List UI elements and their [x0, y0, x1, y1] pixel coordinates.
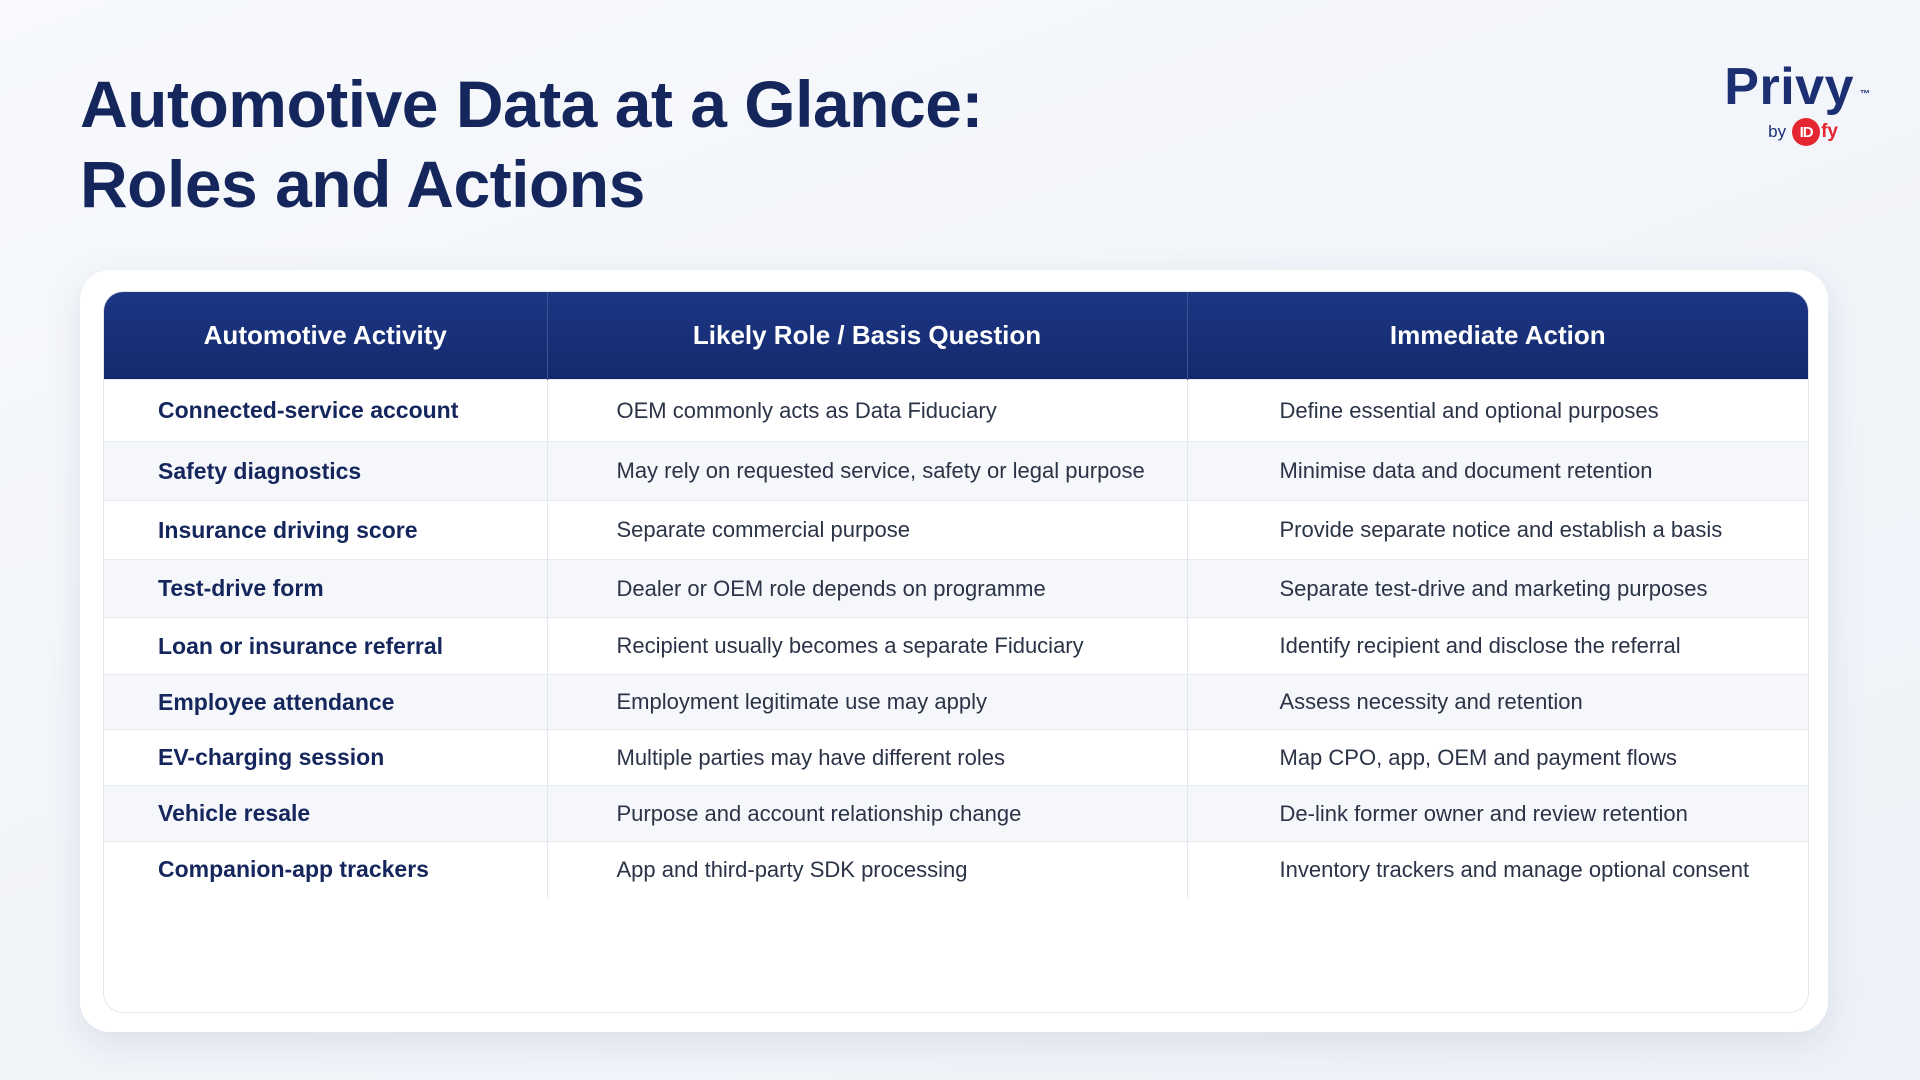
activity-cell: Safety diagnostics: [104, 442, 547, 501]
action-cell: Identify recipient and disclose the referral: [1187, 618, 1808, 675]
action-cell: Separate test-drive and marketing purposes: [1187, 560, 1808, 618]
table-row: [104, 730, 1808, 786]
roles-actions-table-container: [103, 291, 1809, 1013]
roles-actions-table: [104, 292, 1808, 898]
role-cell: App and third-party SDK processing: [547, 842, 1187, 898]
activity-cell: Insurance driving score: [104, 501, 547, 560]
table-body: [104, 380, 1808, 898]
role-cell: OEM commonly acts as Data Fiduciary: [547, 380, 1187, 442]
action-cell: Map CPO, app, OEM and payment flows: [1187, 730, 1808, 786]
role-cell: Dealer or OEM role depends on programme: [547, 560, 1187, 618]
column-header-activity: Automotive Activity: [104, 292, 547, 380]
role-cell: May rely on requested service, safety or legal purpose: [547, 442, 1187, 501]
table-row: [104, 380, 1808, 442]
logo-brand: Privy: [1724, 58, 1854, 116]
action-cell: Minimise data and document retention: [1187, 442, 1808, 501]
logo-wordmark: [1724, 58, 1870, 116]
activity-cell: EV-charging session: [104, 730, 547, 786]
table-row: [104, 842, 1808, 898]
idfy-mark-suffix: fy: [1821, 121, 1838, 142]
table-header: [104, 292, 1808, 380]
table-header-row: [104, 292, 1808, 380]
activity-cell: Connected-service account: [104, 380, 547, 442]
logo-byline: [1694, 118, 1854, 146]
activity-cell: Vehicle resale: [104, 786, 547, 842]
table-row: [104, 560, 1808, 618]
activity-cell: Employee attendance: [104, 675, 547, 730]
table-row: [104, 675, 1808, 730]
page-title-line-2: Roles and Actions: [80, 147, 645, 221]
action-cell: Provide separate notice and establish a basis: [1187, 501, 1808, 560]
action-cell: Assess necessity and retention: [1187, 675, 1808, 730]
idfy-mark-circle: ID: [1792, 118, 1820, 146]
table-row: [104, 501, 1808, 560]
action-cell: Inventory trackers and manage optional consent: [1187, 842, 1808, 898]
activity-cell: Loan or insurance referral: [104, 618, 547, 675]
table-row: [104, 442, 1808, 501]
logo-by-text: by: [1768, 122, 1787, 141]
trademark-symbol: ™: [1860, 89, 1870, 100]
table-row: [104, 618, 1808, 675]
privy-logo: [1694, 58, 1870, 146]
action-cell: De-link former owner and review retention: [1187, 786, 1808, 842]
role-cell: Purpose and account relationship change: [547, 786, 1187, 842]
role-cell: Multiple parties may have different roles: [547, 730, 1187, 786]
table-card: [80, 270, 1828, 1032]
activity-cell: Companion-app trackers: [104, 842, 547, 898]
page-title: [80, 64, 983, 224]
role-cell: Separate commercial purpose: [547, 501, 1187, 560]
column-header-role: Likely Role / Basis Question: [547, 292, 1187, 380]
page-title-line-1: Automotive Data at a Glance:: [80, 67, 983, 141]
idfy-logo-icon: [1792, 118, 1838, 146]
role-cell: Recipient usually becomes a separate Fiduciary: [547, 618, 1187, 675]
role-cell: Employment legitimate use may apply: [547, 675, 1187, 730]
column-header-action: Immediate Action: [1187, 292, 1808, 380]
action-cell: Define essential and optional purposes: [1187, 380, 1808, 442]
activity-cell: Test-drive form: [104, 560, 547, 618]
table-row: [104, 786, 1808, 842]
